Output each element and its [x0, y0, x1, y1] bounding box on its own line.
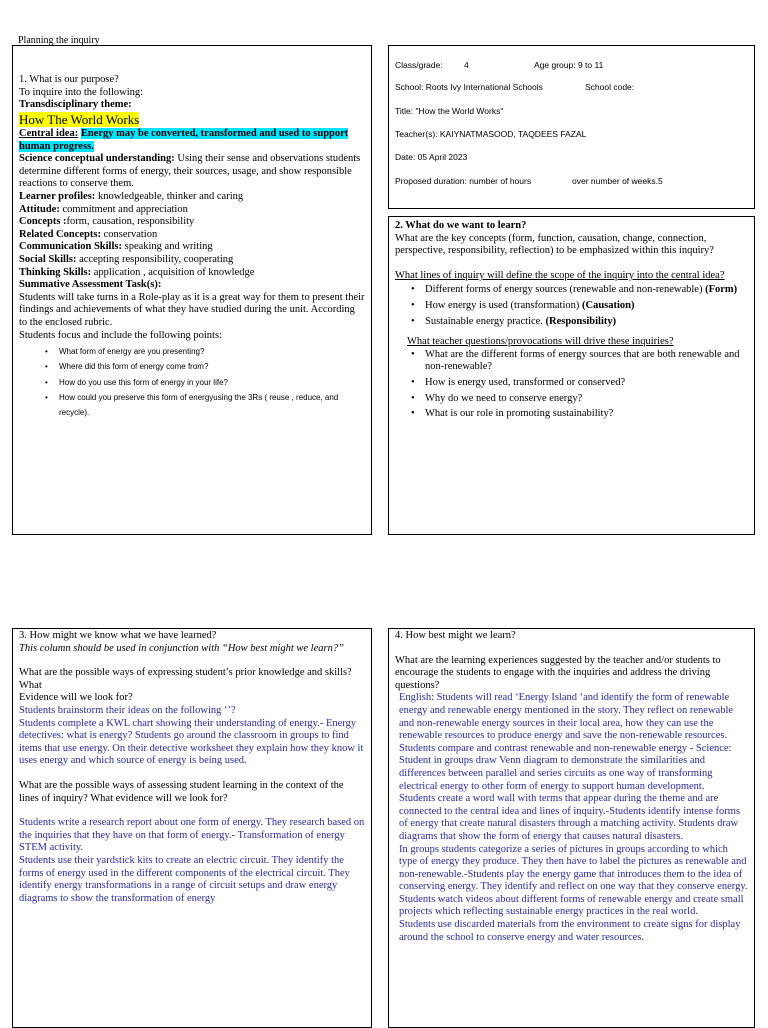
focus-text: Students focus and include the following points: [19, 329, 222, 341]
social-skills: Social Skills: accepting responsibility, cooperating [19, 253, 234, 265]
list-item: • How do you use this form of energy in your life? [59, 375, 365, 390]
summative-text: Students will take turns in a Role-play as it is a great way for them to present their findings and achievements of what they have studied during the unit. According to the enclosed rubric. [19, 291, 365, 328]
teacher-questions-heading: What teacher questions/provocations will drive these inquiries? [407, 336, 674, 348]
lines-of-inquiry [395, 284, 748, 328]
purpose-box [12, 45, 372, 535]
class-grade-label: Class/grade: [395, 60, 443, 70]
list-item: • What is our role in promoting sustainability? [425, 408, 748, 421]
unit-title: Title: "How the World Works" [395, 106, 504, 116]
learning-activity: Students use discarded materials from the environment to create signs for display around the school to conserve energy and water resources. [399, 919, 741, 943]
thinking-skills: Thinking Skills: application , acquisition of knowledge [19, 266, 255, 278]
learning-experiences-box [388, 628, 755, 1028]
lines-question: What lines of inquiry will define the scope of the inquiry into the central idea? [395, 269, 725, 281]
teachers: Teacher(s): KAIYNATMASOOD, TAQDEES FAZAL [395, 129, 587, 139]
learning-experiences-question: What are the learning experiences suggested by the teacher and/or students to encourage the students to engage with the inquiries and address the driving questions? [395, 654, 721, 691]
learner-profiles: Learner profiles: knowledgeable, thinker and caring [19, 191, 244, 202]
q1-heading: 1. What is our purpose? [19, 74, 119, 85]
list-item: • What form of energy are you presenting? [59, 344, 365, 359]
learning-activity: Students watch videos about different forms of renewable energy and create small projects which reflecting sustainable energy practices in the real world. [399, 893, 744, 918]
q2-heading: 2. What do we want to learn? [395, 220, 527, 231]
list-item: • What are the different forms of energy sources that are both renewable and non-renewable? [425, 349, 748, 374]
concepts: Concepts :form, causation, responsibility [19, 216, 195, 228]
evidence-question: Evidence will we look for? [19, 692, 133, 704]
list-item: • Sustainable energy practice. (Responsibility) [425, 316, 748, 329]
learning-activity: In groups students categorize a series of pictures in groups according to which type of energy they produce. They then have to label the pictures as renewable and non-renewable.-Students play the energy game that introduces them to the idea of conserving energy. They identify and reflect on one way that they conserve energy. [399, 843, 748, 893]
learn-box [388, 216, 755, 535]
prior-activity: Students brainstorm their ideas on the following ‘’? [19, 704, 236, 716]
list-item: • Why do we need to conserve energy? [425, 393, 748, 406]
assessment-box [12, 628, 372, 1028]
learning-activity: Students create a word wall with terms that appear during the theme and are connected to the central idea and lines of inquiry.-Students identify intense forms of energy that create natural disasters through a matching activity. Students draw diagrams that show the form of energy that causes natural disasters. [399, 793, 741, 842]
learning-activity: English: Students will read ‘Energy Island ‘and identify the form of renewable energy and renewable energy mentioned in the story. They reflect on renewable and non-renewable energy sources in their local area, how they can use the renewable resources to produce energy and save the non-renewable resources. [399, 692, 734, 742]
theme-value: How The World Works [19, 111, 140, 127]
list-item: • Different forms of energy sources (renewable and non-renewable) (Form) [425, 284, 748, 297]
assessment-question: What are the possible ways of assessing student learning in the context of the lines of inquiry? What evidence will we look for? [19, 779, 344, 804]
science-understanding: Science conceptual understanding: Using their sense and observations students determine different forms of energy, their sources, usage, and show responsible reactions to conserve them. [19, 153, 361, 190]
prior-activity: Students complete a KWL chart showing their understanding of energy.- Energy detectives: what is energy? Students go around the classroom in groups to find items that use energy. On their detective worksheet they explain how they know it uses energy and which source of energy is being used. [19, 717, 364, 767]
list-item: • Where did this form of energy come from? [59, 359, 365, 374]
assessment-activity: Students write a research report about one form of energy. They research based on the inquiries that they have on that form of energy.- Transformation of energy STEM activity. [19, 817, 365, 854]
class-grade-value: 4 [464, 60, 469, 70]
teacher-questions [395, 349, 748, 421]
date: Date: 05 April 2023 [395, 152, 468, 162]
age-group: Age group: 9 to 11 [534, 60, 604, 70]
q4-heading: 4. How best might we learn? [395, 630, 516, 641]
learning-activity: Students compare and contrast renewable and non-renewable energy - Science: Student in groups draw Venn diagram to demonstrate the similarities and differences between parallel and series circuits as one way of transforming electrical energy to other form of energy to support human development. [399, 742, 732, 792]
duration-hours: Proposed duration: number of hours [395, 176, 532, 186]
communication-skills: Communication Skills: speaking and writing [19, 241, 213, 253]
focus-points [19, 344, 365, 420]
page-header: Planning the inquiry [18, 35, 100, 46]
conjunction-note: This column should be used in conjunction with “How best might we learn?” [19, 642, 344, 654]
theme-label: Transdisciplinary theme: [19, 99, 132, 111]
summative-label: Summative Assessment Task(s): [19, 279, 162, 291]
duration-weeks: over number of weeks.5 [572, 176, 663, 186]
school-name: School: Roots Ivy International Schools [395, 82, 543, 92]
list-item: • How energy is used (transformation) (Causation) [425, 300, 748, 313]
key-concepts-question: What are the key concepts (form, function, causation, change, connection, perspective, responsibility, reflection) to be emphasized within this inquiry? [395, 232, 714, 257]
list-item: • How could you preserve this form of energyusing the 3Rs ( reuse , reduce, and recycle). [59, 390, 365, 420]
q3-heading: 3. How might we know what we have learned? [19, 630, 217, 641]
school-code: School code: [585, 82, 635, 92]
inquire-text: To inquire into the following: [19, 86, 144, 98]
central-idea: Central idea: Energy may be converted, transformed and used to support human progress. [19, 128, 349, 152]
attitude: Attitude: commitment and appreciation [19, 203, 188, 215]
prior-knowledge-question: What are the possible ways of expressing student’s prior knowledge and skills? What [19, 667, 352, 691]
unit-info-box [388, 45, 755, 209]
related-concepts: Related Concepts: conservation [19, 228, 158, 240]
assessment-activity: Students use their yardstick kits to create an electric circuit. They identify the forms of energy used in the different components of the electrical circuit. They identify energy transformations in a range of circuit setups and draw energy diagrams to show the transformation of energy [19, 854, 350, 904]
list-item: • How is energy used, transformed or conserved? [425, 377, 748, 390]
